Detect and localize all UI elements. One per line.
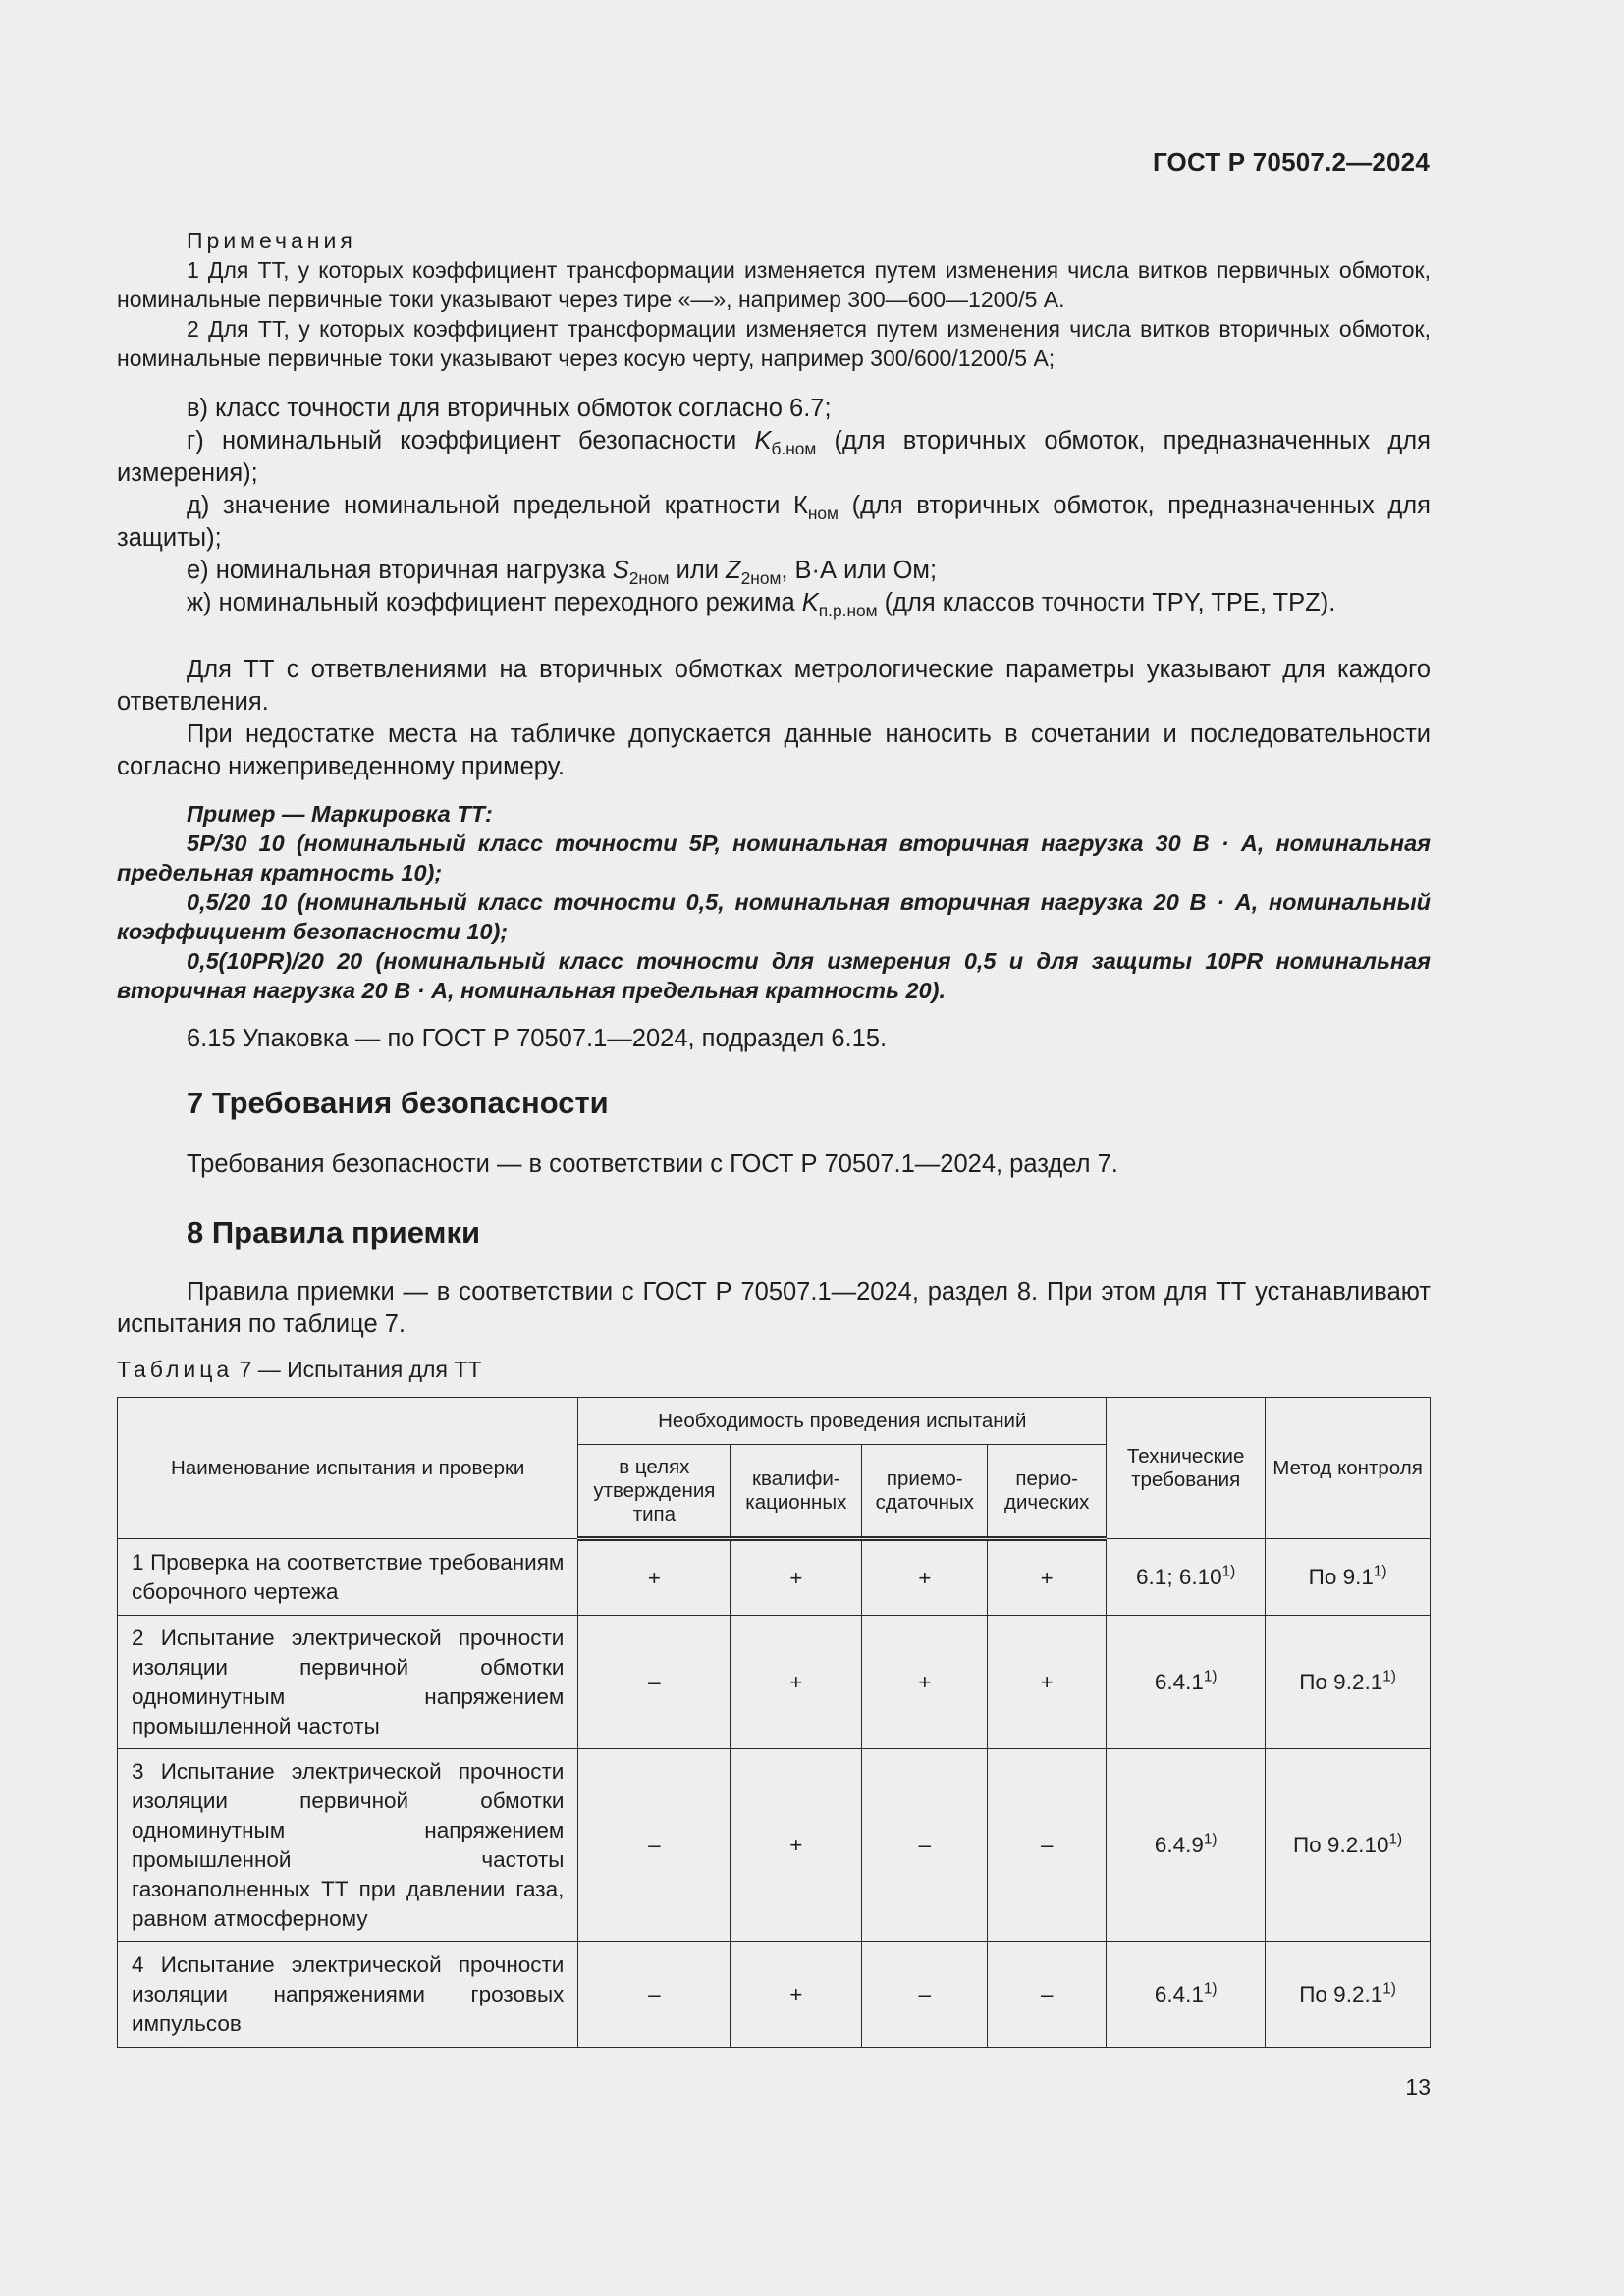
table-caption: Таблица 7 — Испытания для ТТ xyxy=(117,1357,482,1382)
cell-acc: + xyxy=(862,1616,988,1749)
cell-req: 6.4.1$^{1)}$ xyxy=(1107,1942,1266,2048)
list-item-zh: ж) номинальный коэффициент переходного режима $K_{п.р.ном}$ (для классов точности TPY, TPE, TPZ). xyxy=(187,589,1336,621)
cell-req: 6.4.9$^{1)}$ xyxy=(1107,1749,1266,1942)
list-item-g: г) номинальный коэффициент безопасности $K_{б.ном}$ (для вторичных обмоток, предназначенных для измерения); xyxy=(117,427,1431,487)
cell-method: По 9.2.1$^{1)}$ xyxy=(1266,1616,1431,1749)
note-2: 2 Для ТТ, у которых коэффициент трансформации изменяется путем изменения числа витков вторичных обмоток, номинальные первичные токи указывают через косую черту, например 300/600/1200/5 А; xyxy=(117,316,1431,371)
example-line-2: 0,5/20 10 (номинальный класс точности 0,5, номинальная вторичная нагрузка 20 В · А, номинальный коэффициент безопасности 10); xyxy=(117,889,1431,944)
cell-method: По 9.1$^{1)}$ xyxy=(1266,1539,1431,1616)
cell-acc: – xyxy=(862,1749,988,1942)
header-method: Метод контроля xyxy=(1266,1398,1431,1539)
cell-per: + xyxy=(988,1539,1107,1616)
table-row xyxy=(118,1942,1431,2048)
page-number: 13 xyxy=(1405,2074,1431,2100)
note-1: 1 Для ТТ, у которых коэффициент трансформации изменяется путем изменения числа витков первичных обмоток, номинальные первичные токи указывают через тире «—», например 300—600—1200/5 А. xyxy=(117,257,1431,312)
cell-req: 6.1; 6.10$^{1)}$ xyxy=(1107,1539,1266,1616)
header-type-approval: в целях утверждения типа xyxy=(578,1445,731,1539)
cell-method: По 9.2.1$^{1)}$ xyxy=(1266,1942,1431,2048)
table-row xyxy=(118,1749,1431,1942)
header-periodic: перио-дических xyxy=(988,1445,1107,1539)
header-test-name: Наименование испытания и проверки xyxy=(118,1398,578,1539)
cell-qual: + xyxy=(731,1616,862,1749)
header-qualification: квалифи-кационных xyxy=(731,1445,862,1539)
table-row xyxy=(118,1539,1431,1616)
cell-acc: – xyxy=(862,1942,988,2048)
header-necessity: Необходимость проведения испытаний xyxy=(578,1398,1107,1445)
notes-title: Примечания xyxy=(187,228,356,253)
cell-qual: + xyxy=(731,1539,862,1616)
cell-per: + xyxy=(988,1616,1107,1749)
cell-req: 6.4.1$^{1)}$ xyxy=(1107,1616,1266,1749)
cell-per: – xyxy=(988,1942,1107,2048)
cell-per: – xyxy=(988,1749,1107,1942)
section-7-text: Требования безопасности — в соответствии с ГОСТ Р 70507.1—2024, раздел 7. xyxy=(187,1150,1118,1178)
table-row xyxy=(118,1616,1431,1749)
example-line-1: 5P/30 10 (номинальный класс точности 5P, номинальная вторичная нагрузка 30 В · А, номинальная предельная кратность 10); xyxy=(117,830,1431,885)
paragraph-taps: Для ТТ с ответвлениями на вторичных обмотках метрологические параметры указывают для каждого ответвления. xyxy=(117,656,1431,716)
document-code: ГОСТ Р 70507.2—2024 xyxy=(1152,147,1430,177)
list-item-v: в) класс точности для вторичных обмоток согласно 6.7; xyxy=(187,395,832,422)
tests-table xyxy=(117,1397,1431,2048)
row-name: 2 Испытание электрической прочности изоляции первичной обмотки одноминутным напряжением промышленной частоты xyxy=(118,1616,578,1749)
row-name: 1 Проверка на соответствие требованиям сборочного чертежа xyxy=(118,1539,578,1616)
paragraph-space: При недостатке места на табличке допускается данные наносить в сочетании и последовательности согласно нижеприведенному примеру. xyxy=(117,721,1431,780)
section-7-heading: 7 Требования безопасности xyxy=(187,1086,609,1120)
cell-type: – xyxy=(578,1616,731,1749)
row-name: 4 Испытание электрической прочности изоляции напряжениями грозовых импульсов xyxy=(118,1942,578,2048)
cell-acc: + xyxy=(862,1539,988,1616)
example-title: Пример — Маркировка ТТ: xyxy=(187,801,493,827)
cell-qual: + xyxy=(731,1942,862,2048)
section-8-text: Правила приемки — в соответствии с ГОСТ Р 70507.1—2024, раздел 8. При этом для ТТ устанавливают испытания по таблице 7. xyxy=(117,1278,1431,1338)
cell-type: + xyxy=(578,1539,731,1616)
list-item-e: е) номинальная вторичная нагрузка $S_{2ном}$ или $Z_{2ном}$, В·А или Ом; xyxy=(187,557,938,589)
section-8-heading: 8 Правила приемки xyxy=(187,1215,481,1250)
paragraph-6-15: 6.15 Упаковка — по ГОСТ Р 70507.1—2024, подраздел 6.15. xyxy=(187,1025,888,1052)
example-line-3: 0,5(10PR)/20 20 (номинальный класс точности для измерения 0,5 и для защиты 10PR номинальная вторичная нагрузка 20 В · А, номинальная предельная кратность 20). xyxy=(117,948,1431,1003)
row-name: 3 Испытание электрической прочности изоляции первичной обмотки одноминутным напряжением промышленной частоты газонаполненных ТТ при давлении газа, равном атмосферному xyxy=(118,1749,578,1942)
cell-type: – xyxy=(578,1942,731,2048)
list-item-d: д) значение номинальной предельной кратности $К_{ном}$ (для вторичных обмоток, предназначенных для защиты); xyxy=(117,492,1431,552)
cell-qual: + xyxy=(731,1749,862,1942)
cell-type: – xyxy=(578,1749,731,1942)
header-requirements: Технические требования xyxy=(1107,1398,1266,1539)
cell-method: По 9.2.10$^{1)}$ xyxy=(1266,1749,1431,1942)
header-acceptance: приемо-сдаточных xyxy=(862,1445,988,1539)
